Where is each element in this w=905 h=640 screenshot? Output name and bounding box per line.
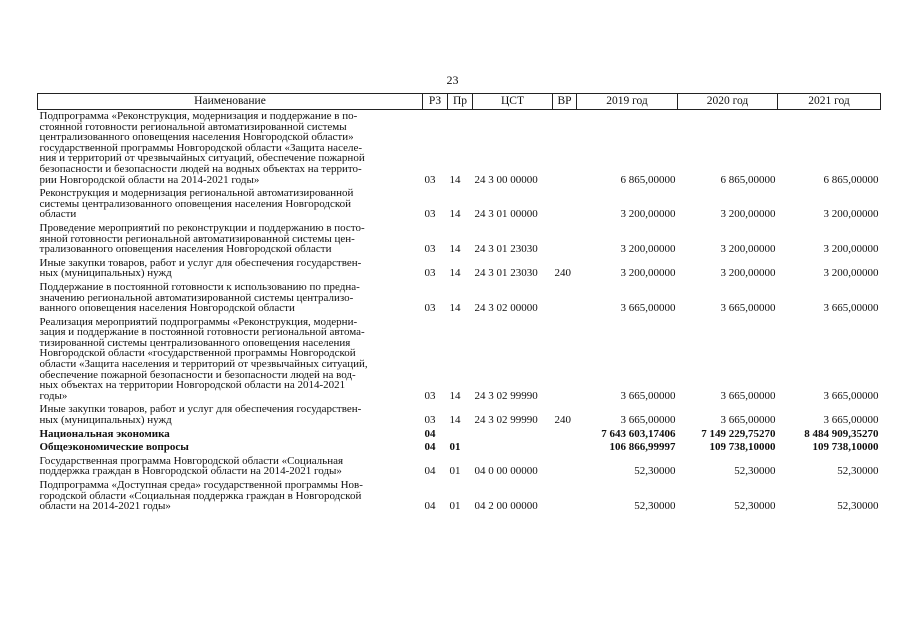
name-line: обеспечение пожарной безопасности и безопасности людей на вод-: [39, 368, 356, 381]
table-row: [38, 281, 881, 316]
cell-pr: 14: [449, 243, 461, 256]
cell-vr: 240: [554, 414, 571, 427]
name-line: централизованного оповещения населения Новгородской области»: [39, 131, 354, 144]
cell-vr: [553, 479, 577, 514]
cell-2019: 52,30000: [634, 500, 676, 513]
name-line: Реализация мероприятий подпрограммы «Реконструкция, модерни-: [39, 315, 358, 328]
cell-pr: 14: [449, 208, 461, 221]
header-2019: 2019 год: [577, 94, 678, 110]
name-line: Иные закупки товаров, работ и услуг для обеспечения государствен-: [39, 256, 362, 269]
cell-2021: 3 665,00000: [823, 389, 879, 402]
cell-vr: [553, 281, 577, 316]
name-line: государственной программы Новгородской области «Защита населе-: [39, 141, 362, 154]
cell-rz: 03: [424, 267, 436, 280]
header-cst: ЦСТ: [473, 94, 553, 110]
name-line: ных объектах на территории Новгородской области на 2014-2021: [39, 379, 346, 392]
name-line: тизированной системы централизованного оповещения населения: [39, 336, 351, 349]
cell-cst: 24 3 00 00000: [474, 173, 538, 186]
cell-vr: [553, 187, 577, 222]
cell-vr: [553, 222, 577, 257]
cell-vr: [553, 110, 577, 188]
cell-cst: 24 3 02 00000: [474, 302, 538, 315]
cell-2020: 52,30000: [734, 500, 776, 513]
cell-2020: 109 738,10000: [709, 441, 776, 454]
table-row: [38, 441, 881, 455]
cell-pr: 01: [449, 465, 461, 478]
name-line: Общеэкономические вопросы: [39, 441, 189, 454]
cell-2020: 7 149 229,75270: [701, 427, 776, 440]
cell-2020: 3 200,00000: [720, 208, 776, 221]
cell-cst: 24 3 02 99990: [474, 389, 538, 402]
name-line: рии Новгородской области на 2014-2021 годы»: [39, 173, 260, 186]
header-2021: 2021 год: [778, 94, 881, 110]
name-line: области: [39, 208, 77, 221]
table-row: [38, 455, 881, 479]
name-line: Поддержание в постоянной готовности к использованию по предна-: [39, 280, 360, 293]
cell-name: [38, 281, 423, 316]
name-line: ванного оповещения населения Новгородской области: [39, 302, 295, 315]
cell-rz: 04: [424, 465, 436, 478]
cell-2020: 3 665,00000: [720, 302, 776, 315]
cell-2019: 7 643 603,17406: [601, 427, 676, 440]
cell-2020: 3 665,00000: [720, 414, 776, 427]
cell-2019: 3 200,00000: [620, 208, 676, 221]
cell-name: [38, 187, 423, 222]
name-line: Национальная экономика: [39, 427, 170, 440]
name-line: ных (муниципальных) нужд: [39, 414, 172, 427]
cell-vr: 240: [554, 267, 571, 280]
page-number: 23: [446, 73, 459, 87]
name-line: ных (муниципальных) нужд: [39, 267, 172, 280]
cell-cst: 04 0 00 00000: [474, 465, 538, 478]
cell-cst: [473, 428, 553, 442]
cell-rz: 03: [424, 173, 436, 186]
cell-vr: [553, 428, 577, 442]
cell-rz: 03: [424, 414, 436, 427]
cell-name: [38, 441, 423, 455]
cell-2021: 3 200,00000: [823, 208, 879, 221]
budget-table: [37, 93, 881, 514]
cell-2020: 3 665,00000: [720, 389, 776, 402]
name-line: поддержка граждан в Новгородской области на 2014-2021 годы»: [39, 465, 342, 478]
cell-name: [38, 316, 423, 404]
name-line: Проведение мероприятий по реконструкции и поддержанию в посто-: [39, 221, 365, 234]
cell-2021: 52,30000: [837, 465, 879, 478]
header-rz: РЗ: [423, 94, 448, 110]
name-line: системы централизованного оповещения населения Новгородской: [39, 197, 352, 210]
cell-name: [38, 428, 423, 442]
cell-cst: 24 3 01 23030: [474, 267, 538, 280]
name-line: городской области «Социальная поддержка граждан в Новгородской: [39, 489, 362, 502]
cell-name: [38, 110, 423, 188]
cell-pr: 14: [449, 302, 461, 315]
name-line: Государственная программа Новгородской области «Социальная: [39, 454, 344, 467]
cell-rz: 03: [424, 302, 436, 315]
name-line: ния и территорий от чрезвычайных ситуаций, обеспечение пожарной: [39, 152, 365, 165]
cell-2019: 3 200,00000: [620, 243, 676, 256]
cell-2019: 106 866,99997: [609, 441, 676, 454]
cell-2021: 109 738,10000: [812, 441, 879, 454]
cell-pr: [448, 428, 473, 442]
cell-pr: 01: [449, 441, 461, 454]
cell-name: [38, 257, 423, 281]
cell-2020: 52,30000: [734, 465, 776, 478]
cell-name: [38, 479, 423, 514]
cell-cst: 24 3 01 00000: [474, 208, 538, 221]
cell-2020: 6 865,00000: [720, 173, 776, 186]
cell-2019: 3 665,00000: [620, 414, 676, 427]
cell-2021: 6 865,00000: [823, 173, 879, 186]
table-row: [38, 403, 881, 427]
header-name: Наименование: [38, 94, 423, 110]
cell-pr: 01: [449, 500, 461, 513]
cell-name: [38, 403, 423, 427]
cell-2019: 3 665,00000: [620, 302, 676, 315]
name-line: Реконструкция и модернизация региональной автоматизированной: [39, 187, 354, 200]
table-row: [38, 110, 881, 188]
table-row: [38, 479, 881, 514]
cell-vr: [553, 455, 577, 479]
cell-2019: 3 200,00000: [620, 267, 676, 280]
cell-rz: 04: [424, 427, 436, 440]
table-body: [38, 110, 881, 514]
cell-pr: 14: [449, 389, 461, 402]
cell-2019: 6 865,00000: [620, 173, 676, 186]
cell-rz: 03: [424, 208, 436, 221]
name-line: Новгородской области «государственной программы Новгородской: [39, 347, 356, 360]
cell-pr: 14: [449, 267, 461, 280]
header-2020: 2020 год: [678, 94, 778, 110]
name-line: Подпрограмма «Реконструкция, модернизация и поддержание в по-: [39, 110, 358, 122]
name-line: Подпрограмма «Доступная среда» государственной программы Нов-: [39, 479, 363, 491]
name-line: области на 2014-2021 годы»: [39, 500, 171, 513]
cell-2021: 8 484 909,35270: [804, 427, 879, 440]
cell-rz: 04: [424, 500, 436, 513]
cell-pr: 14: [449, 173, 461, 186]
cell-name: [38, 455, 423, 479]
cell-cst: 04 2 00 00000: [474, 500, 538, 513]
cell-cst: 24 3 01 23030: [474, 243, 538, 256]
cell-2020: 3 200,00000: [720, 243, 776, 256]
cell-2019: 3 665,00000: [620, 389, 676, 402]
cell-vr: [553, 316, 577, 404]
cell-2021: 3 665,00000: [823, 302, 879, 315]
header-vr: ВР: [553, 94, 577, 110]
name-line: янной готовности региональной автоматизированной системы цен-: [39, 232, 355, 245]
name-line: Иные закупки товаров, работ и услуг для обеспечения государствен-: [39, 403, 362, 416]
cell-2021: 3 200,00000: [823, 243, 879, 256]
name-line: безопасности и безопасности людей на водных объектах на террито-: [39, 162, 362, 175]
cell-2021: 52,30000: [837, 500, 879, 513]
cell-rz: 04: [424, 441, 436, 454]
table-row: [38, 316, 881, 404]
name-line: годы»: [39, 389, 68, 402]
cell-cst: [473, 441, 553, 455]
name-line: значению региональной автоматизированной системы централизо-: [39, 291, 354, 304]
table-row: [38, 428, 881, 442]
cell-2021: 3 665,00000: [823, 414, 879, 427]
name-line: области «Защита населения и территорий от чрезвычайных ситуаций,: [39, 358, 368, 371]
name-line: зация и поддержание в постоянной готовности региональной автома-: [39, 326, 365, 339]
table-row: [38, 257, 881, 281]
cell-2021: 3 200,00000: [823, 267, 879, 280]
cell-cst: 24 3 02 99990: [474, 414, 538, 427]
cell-rz: 03: [424, 389, 436, 402]
name-line: трализованного оповещения населения Новгородской области: [39, 243, 332, 256]
cell-2020: 3 200,00000: [720, 267, 776, 280]
name-line: стоянной готовности региональной автоматизированной системы: [39, 120, 347, 133]
cell-2019: 52,30000: [634, 465, 676, 478]
table-header-row: [38, 94, 881, 110]
cell-vr: [553, 441, 577, 455]
header-pr: Пр: [448, 94, 473, 110]
cell-pr: 14: [449, 414, 461, 427]
table-row: [38, 222, 881, 257]
table-row: [38, 187, 881, 222]
cell-name: [38, 222, 423, 257]
cell-rz: 03: [424, 243, 436, 256]
